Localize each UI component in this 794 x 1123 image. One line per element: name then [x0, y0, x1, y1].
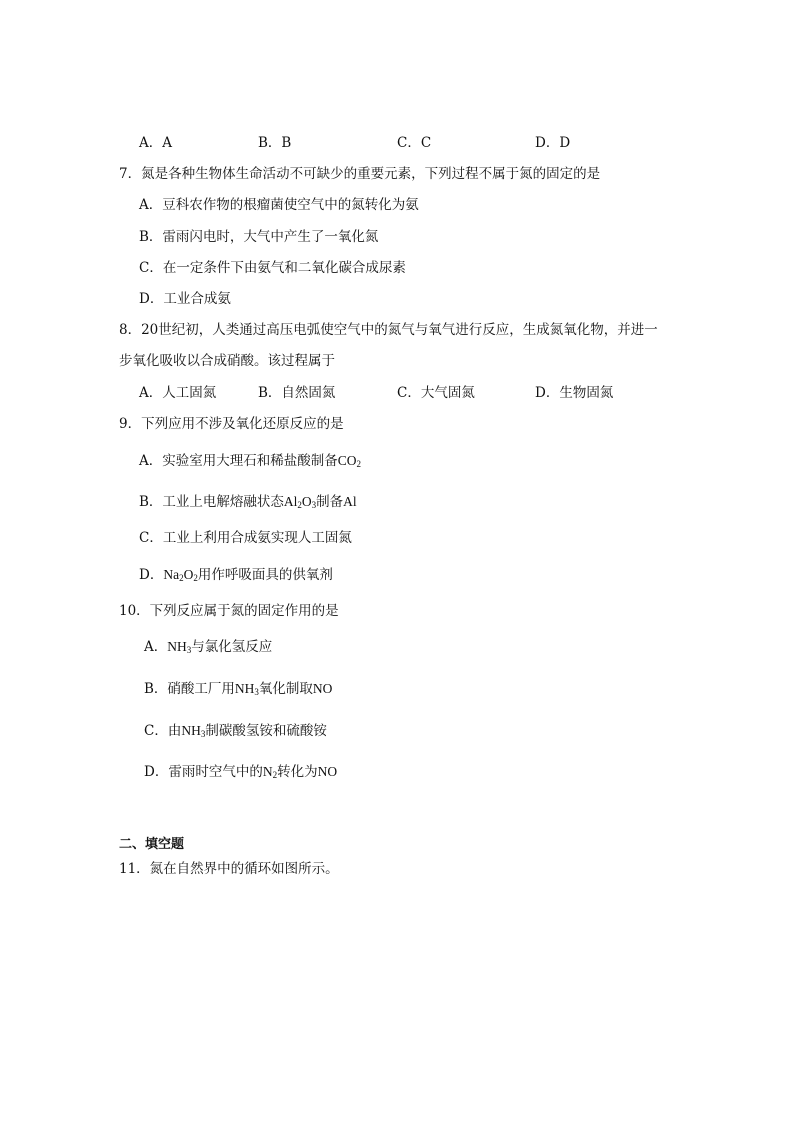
q8-option-b: B．自然固氮: [258, 385, 336, 401]
q6-option-b: B．B: [258, 135, 292, 151]
q8-option-a: A．人工固氮: [139, 385, 217, 401]
q10-option-a-text: 与氯化氢反应: [191, 639, 273, 655]
q10-option-b-text: B．硝酸工厂用: [144, 681, 235, 697]
q10-option-c: [144, 722, 327, 740]
nh3-formula: [181, 723, 205, 738]
q10-stem: 10．下列反应属于氮的固定作用的是: [119, 603, 339, 619]
q7-option-a: A．豆科农作物的根瘤菌使空气中的氮转化为氨: [139, 197, 419, 213]
q8-stem-line1: 8．20世纪初，人类通过高压电弧使空气中的氮气与氧气进行反应，生成氮氧化物，并进一: [119, 322, 658, 338]
formula-subscript: 3: [186, 645, 192, 655]
q7-stem: 7．氮是各种生物体生命活动不可缺少的重要元素，下列过程不属于氮的固定的是: [119, 166, 601, 182]
formula-main: NH: [167, 639, 187, 654]
q9-option-b-text: B．工业上电解熔融状态: [139, 494, 284, 510]
q9-option-c: C．工业上利用合成氨实现人工固氮: [139, 530, 352, 546]
q10-option-d-text2: 转化为: [277, 764, 318, 780]
formula-main: Al: [283, 494, 298, 509]
formula-subscript: 2: [179, 573, 184, 583]
formula-subscript: 2: [356, 459, 362, 469]
formula-main: N: [262, 764, 273, 779]
q10-option-a: [144, 638, 272, 656]
al2o3-formula: [284, 494, 316, 509]
formula-main: CO: [337, 453, 357, 468]
q9-option-d: [139, 566, 333, 584]
q9-option-b-text2: 制备: [316, 494, 344, 510]
q6-option-c: C．C: [397, 135, 432, 151]
al-formula: Al: [343, 494, 357, 509]
formula-main: O: [301, 494, 312, 509]
q9-option-d-text: 用作呼吸面具的供氧剂: [197, 567, 333, 583]
q8-stem-line2: 步氧化吸收以合成硝酸。该过程属于: [119, 353, 335, 369]
n2-formula: [263, 764, 277, 779]
q9-stem: 9．下列应用不涉及氧化还原反应的是: [119, 416, 344, 432]
q6-option-a: A．A: [139, 135, 172, 151]
no-formula: NO: [312, 681, 333, 696]
q8-option-c: C．大气固氮: [397, 385, 475, 401]
no-formula: NO: [317, 764, 338, 779]
nh3-formula: [167, 639, 191, 654]
section-heading-fill-blank: 二、填空题: [119, 837, 185, 852]
q10-option-a-label: A．: [144, 639, 168, 655]
q11-stem: 11．氮在自然界中的循环如图所示。: [119, 861, 339, 877]
q7-option-b: B．雷雨闪电时，大气中产生了一氧化氮: [139, 229, 379, 245]
q8-option-d: D．生物固氮: [535, 385, 614, 401]
formula-main: NH: [181, 723, 201, 738]
q7-option-c: C．在一定条件下由氨气和二氧化碳合成尿素: [139, 260, 406, 276]
co2-formula: [338, 453, 361, 468]
q9-option-d-label: D．: [139, 567, 164, 583]
q9-option-a-text: A．实验室用大理石和稀盐酸制备: [139, 453, 338, 469]
q10-option-c-text: C．由: [144, 723, 182, 739]
formula-main: O: [183, 567, 194, 582]
formula-subscript: 3: [311, 500, 317, 510]
nh3-formula: [235, 681, 259, 696]
formula-subscript: 3: [200, 729, 206, 739]
q10-option-c-text2: 制碳酸氢铵和硫酸铵: [205, 723, 327, 739]
q7-option-d: D．工业合成氨: [139, 291, 231, 307]
na2o2-formula: [163, 567, 198, 582]
formula-subscript: 2: [193, 573, 198, 583]
q10-option-d-text: D．雷雨时空气中的: [144, 764, 263, 780]
q10-option-b: [144, 680, 332, 698]
q9-option-b: [139, 493, 357, 511]
formula-subscript: 2: [272, 770, 278, 780]
q10-option-d: [144, 763, 337, 781]
formula-subscript: 2: [297, 500, 302, 510]
formula-subscript: 3: [254, 687, 259, 697]
formula-main: Na: [163, 567, 180, 582]
formula-main: NH: [234, 681, 255, 696]
q9-option-a: [139, 452, 361, 470]
q6-option-d: D．D: [535, 135, 571, 151]
q10-option-b-text2: 氧化制取: [258, 681, 313, 697]
